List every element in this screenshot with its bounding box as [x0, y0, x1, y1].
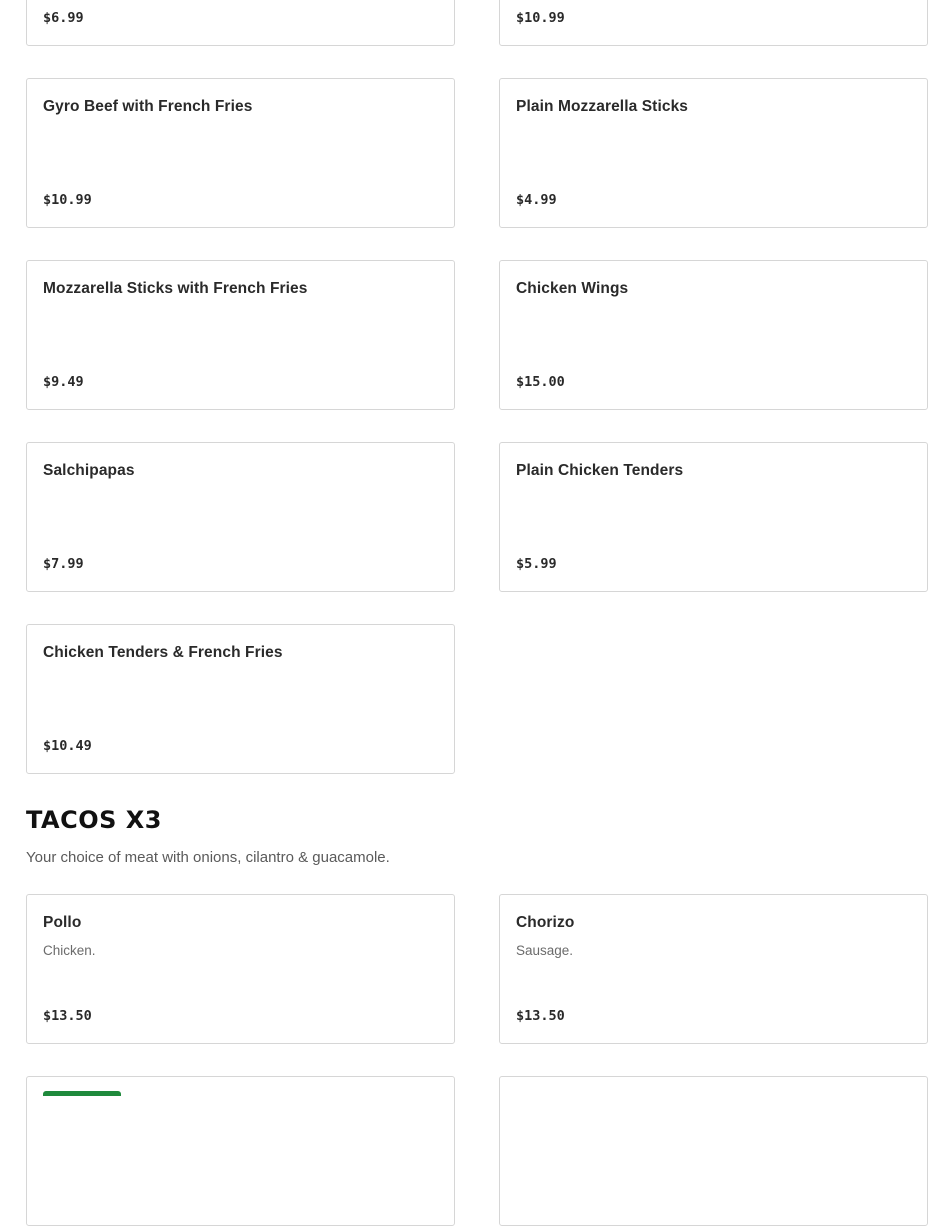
item-badge	[43, 1091, 121, 1096]
menu-item-price: $10.99	[43, 192, 92, 208]
menu-item-card[interactable]	[499, 442, 928, 592]
menu-item-name: Chorizo	[516, 914, 575, 931]
menu-item-card[interactable]	[26, 894, 455, 1044]
menu-item-name: Gyro Beef with French Fries	[43, 98, 253, 115]
menu-item-price: $13.50	[43, 1008, 92, 1024]
menu-item-description: Chicken.	[43, 943, 96, 958]
menu-item-card[interactable]	[26, 0, 455, 46]
menu-item-name: Pollo	[43, 914, 82, 931]
menu-item-price: $10.99	[516, 10, 565, 26]
section-title: TACOS X3	[26, 806, 162, 834]
menu-item-card[interactable]	[499, 894, 928, 1044]
menu-item-card[interactable]	[26, 260, 455, 410]
menu-item-card[interactable]	[26, 624, 455, 774]
menu-item-name: Chicken Wings	[516, 280, 629, 297]
menu-item-description: Sausage.	[516, 943, 574, 958]
menu-item-card[interactable]	[26, 78, 455, 228]
menu-item-card[interactable]	[499, 1076, 928, 1226]
section-description: Your choice of meat with onions, cilantro & guacamole.	[26, 849, 390, 866]
menu-item-name: Plain Mozzarella Sticks	[516, 98, 689, 115]
menu-item-price: $6.99	[43, 10, 84, 26]
menu-item-card[interactable]	[26, 1076, 455, 1226]
menu-item-card[interactable]	[499, 260, 928, 410]
menu-item-card[interactable]	[499, 0, 928, 46]
menu-item-price: $13.50	[516, 1008, 565, 1024]
menu-item-name: Chicken Tenders & French Fries	[43, 644, 283, 661]
menu-item-price: $5.99	[516, 556, 557, 572]
menu-item-name: Plain Chicken Tenders	[516, 462, 684, 479]
menu-item-price: $15.00	[516, 374, 565, 390]
menu-item-price: $9.49	[43, 374, 84, 390]
menu-item-card[interactable]	[499, 78, 928, 228]
menu-item-price: $4.99	[516, 192, 557, 208]
menu-item-name: Mozzarella Sticks with French Fries	[43, 280, 308, 297]
menu-item-card[interactable]	[26, 442, 455, 592]
menu-item-name: Salchipapas	[43, 462, 135, 479]
menu-item-price: $7.99	[43, 556, 84, 572]
menu-item-price: $10.49	[43, 738, 92, 754]
